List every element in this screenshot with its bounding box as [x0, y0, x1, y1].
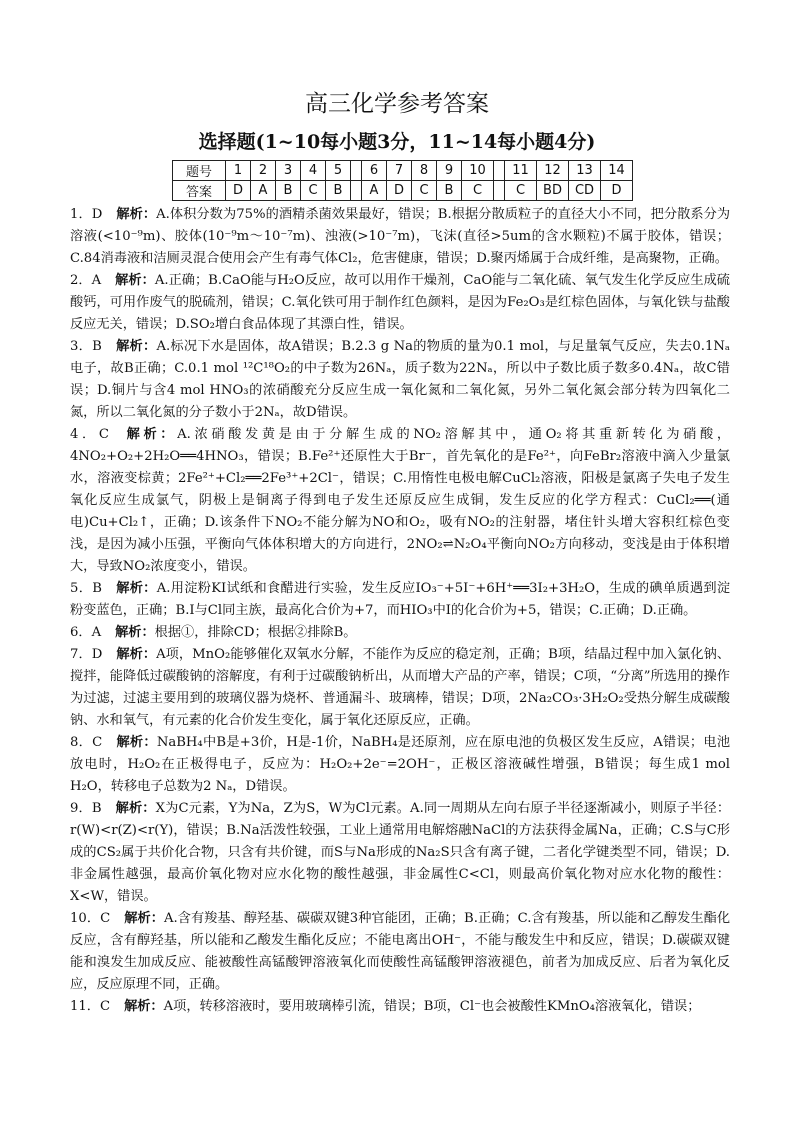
list-item	[70, 270, 730, 336]
item-number: 1．D	[70, 207, 103, 222]
item-number: 8．C	[70, 735, 103, 750]
item-text: 根据①，排除CD；根据②排除B。	[154, 625, 357, 640]
item-text: A.正确；B.CaO能与H₂O反应，故可以用作干燥剂，CaO能与二氧化硫、氧气发生化学反应生成硫酸钙，可用作废气的脱硫剂，错误；C.氧化铁可用于制作红色颜料，是因为Fe₂O₃是红棕色固体，与氧化铁与盐酸反应无关，错误；D.SO₂增白食品体现了其漂白性，错误。	[70, 273, 730, 332]
item-number: 11．C	[70, 999, 111, 1014]
table-row-numbers	[173, 161, 633, 181]
answer-cell: C	[301, 181, 326, 201]
answer-cell: D	[226, 181, 251, 201]
list-item	[70, 908, 730, 996]
analysis-label: 解析：	[115, 801, 156, 816]
analysis-label: 解析：	[115, 339, 157, 354]
answer-cell: B	[326, 181, 351, 201]
item-text: NaBH₄中B是+3价，H是-1价，NaBH₄是还原剂，应在原电池的负极区发生反应，A错误；电池放电时，H₂O₂在正极得电子，反应为：H₂O₂+2e⁻=2OH⁻，正极区溶液碱性增强，B错误；每生成1 mol H₂O，转移电子总数为2 Nₐ，D错误。	[70, 735, 731, 794]
item-text: A项，转移溶液时，要用玻璃棒引流，错误；B项，Cl⁻也会被酸性KMnO₄溶液氧化，错误；	[163, 999, 701, 1014]
list-item	[70, 578, 730, 622]
list-item	[70, 424, 730, 578]
analysis-label: 解析：	[115, 581, 157, 596]
analysis-label: 解析：	[115, 625, 155, 640]
question-number: 9	[437, 161, 462, 181]
item-text: A.用淀粉KI试纸和食醋进行实验，发生反应IO₃⁻+5I⁻+6H⁺══3I₂+3H₂O，生成的碘单质遇到淀粉变蓝色，正确；B.I与Cl同主族，最高化合价为+7，而HIO₃中I的化合价为+5，错误；C.正确；D.正确。	[70, 581, 731, 618]
analysis-label: 解析：	[116, 647, 157, 662]
answer-cell: B	[276, 181, 301, 201]
item-text: A.标况下水是固体，故A错误；B.2.3 g Na的物质的量为0.1 mol，与足量氧气反应，失去0.1Nₐ电子，故B正确；C.0.1 mol ¹²C¹⁸O₂的中子数为26Nₐ，质子数为22Nₐ，所以中子数比质子数多0.4Nₐ，故C错误；D.铜片与含4 mol HNO₃的浓硝酸充分反应生成一氧化氮和二氧化氮，另外二氧化氮会部分转为四氧化二氮，所以二氧化氮的分子数小于2Nₐ，故D错误。	[70, 339, 730, 420]
list-item	[70, 336, 730, 424]
analysis-label: 解析：	[124, 911, 164, 926]
list-item	[70, 798, 730, 908]
list-item	[70, 996, 730, 1018]
item-text: A.浓硝酸发黄是由于分解生成的NO₂溶解其中，通O₂将其重新转化为硝酸，4NO₂+O₂+2H₂O══4HNO₃，错误；B.Fe²⁺还原性大于Br⁻，首先氧化的是Fe²⁺，向FeBr₂溶液中滴入少量氯水，溶液变棕黄；2Fe²⁺+Cl₂══2Fe³⁺+2Cl⁻，错误；C.用惰性电极电解CuCl₂溶液，阳极是氯离子失电子发生氧化反应生成氯气，阴极上是铜离子得到电子发生还原反应生成铜，发生反应的化学方程式：CuCl₂══(通电)Cu+Cl₂↑，正确；D.该条件下NO₂不能分解为NO和O₂，吸有NO₂的注射器，堵住针头增大容积红棕色变浅，是因为减小压强，平衡向气体体积增大的方向进行，2NO₂⇌N₂O₄平衡向NO₂方向移动，变浅是由于体积增大，导致NO₂浓度变小，错误。	[70, 427, 731, 574]
question-number: 4	[301, 161, 326, 181]
analysis-list	[70, 204, 730, 1018]
header-answer-label: 答案	[173, 181, 226, 201]
question-number: 7	[387, 161, 412, 181]
item-number: 7．D	[70, 647, 103, 662]
list-item	[70, 732, 730, 798]
item-number: 2．A	[70, 273, 102, 288]
answer-cell: D	[387, 181, 412, 201]
question-number: 13	[569, 161, 601, 181]
table-gap	[494, 161, 505, 181]
question-number: 2	[251, 161, 276, 181]
analysis-label: 解析：	[115, 273, 155, 288]
question-number: 1	[226, 161, 251, 181]
answer-cell: C	[505, 181, 537, 201]
answer-cell: A	[251, 181, 276, 201]
item-text: A.含有羧基、醇羟基、碳碳双键3种官能团，正确；B.正确；C.含有羧基，所以能和乙醇发生酯化反应，含有醇羟基，所以能和乙酸发生酯化反应；不能电离出OH⁻，不能与酸发生中和反应，错误；D.碳碳双键能和溴发生加成反应、能被酸性高锰酸钾溶液氧化而使酸性高锰酸钾溶液褪色，前者为加成反应、后者为氧化反应，反应原理不同，正确。	[70, 911, 731, 992]
item-text: X为C元素，Y为Na，Z为S，W为Cl元素。A.同一周期从左向右原子半径逐渐减小，则原子半径：r(W)<r(Z)<r(Y)，错误；B.Na活泼性较强，工业上通常用电解熔融NaCl的方法获得金属Na，正确；C.S与C形成的CS₂属于共价化合物，只含有共价键，而S与Na形成的Na₂S只含有离子键，二者化学键类型不同，错误；D.非金属性越强，最高价氧化物对应水化物的酸性越强，非金属性C<Cl，则最高价氧化物对应水化物的酸性：X<W，错误。	[70, 801, 731, 904]
answer-cell: C	[462, 181, 494, 201]
answer-cell: C	[412, 181, 437, 201]
analysis-label: 解析：	[122, 427, 178, 442]
question-number: 14	[601, 161, 633, 181]
answer-cell: D	[601, 181, 633, 201]
table-gap	[494, 181, 505, 201]
item-number: 5．B	[70, 581, 102, 596]
question-number: 10	[462, 161, 494, 181]
list-item	[70, 622, 730, 644]
item-text: A.体积分数为75%的酒精杀菌效果最好，错误；B.根据分散质粒子的直径大小不同，把分散系分为溶液(<10⁻⁹m)、胶体(10⁻⁹m～10⁻⁷m)、浊液(>10⁻⁷m)，飞沫(直径>5um的含水颗粒)不属于胶体，错误；C.84消毒液和洁厕灵混合使用会产生有毒气体Cl₂，危害健康，错误；D.聚丙烯属于合成纤维，是高聚物，正确。	[70, 207, 731, 266]
question-number: 8	[412, 161, 437, 181]
table-gap	[351, 181, 362, 201]
table-row-answers	[173, 181, 633, 201]
answer-cell: B	[437, 181, 462, 201]
item-number: 10．C	[70, 911, 111, 926]
answer-cell: A	[362, 181, 387, 201]
question-number: 11	[505, 161, 537, 181]
header-question-label: 题号	[173, 161, 226, 181]
question-number: 3	[276, 161, 301, 181]
answer-cell: CD	[569, 181, 601, 201]
list-item	[70, 644, 730, 732]
question-number: 6	[362, 161, 387, 181]
analysis-label: 解析：	[116, 735, 157, 750]
item-number: 4．C	[70, 427, 109, 442]
analysis-label: 解析：	[124, 999, 164, 1014]
answer-table	[172, 160, 633, 201]
item-text: A项，MnO₂能够催化双氧水分解，不能作为反应的稳定剂，正确；B项，结晶过程中加入氯化钠、搅拌，能降低过碳酸钠的溶解度，有利于过碳酸钠析出，从而增大产品的产率，错误；C项，“分离”所选用的操作为过滤，过滤主要用到的玻璃仪器为烧杯、普通漏斗、玻璃棒，错误；D项，2Na₂CO₃·3H₂O₂受热分解生成碳酸钠、水和氧气，有元素的化合价发生变化，属于氧化还原反应，正确。	[70, 647, 731, 728]
page-title: 高三化学参考答案	[305, 91, 489, 117]
list-item	[70, 204, 730, 270]
question-number: 12	[537, 161, 569, 181]
item-number: 3．B	[70, 339, 102, 354]
answer-cell: BD	[537, 181, 569, 201]
section-subtitle: 选择题(1~10每小题3分，11~14每小题4分)	[198, 131, 596, 153]
item-number: 9．B	[70, 801, 102, 816]
item-number: 6．A	[70, 625, 102, 640]
table-gap	[351, 161, 362, 181]
question-number: 5	[326, 161, 351, 181]
analysis-label: 解析：	[116, 207, 157, 222]
